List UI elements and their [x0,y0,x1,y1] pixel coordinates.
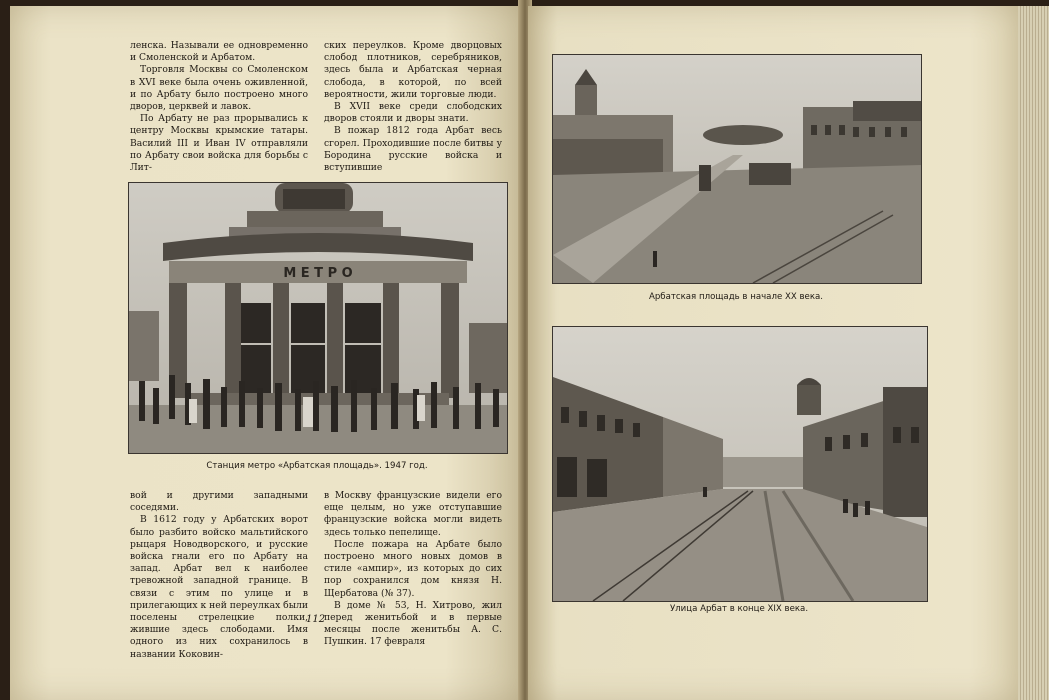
metro-station-illustration [129,183,507,453]
arbat-street-photo [552,326,928,602]
page-number: 112 [306,614,326,625]
paragraph: В доме № 53, Н. Хитрово, жил перед женитьбой и в первые месяцы после женитьбы А. С. Пушкин. 17 февраля [324,599,502,648]
metro-station-photo [128,182,508,454]
metro-photo-caption: Станция метро «Арбатская площадь». 1947 год. [206,461,428,471]
paragraph: Торговля Москвы со Смоленском в XVI веке была очень оживленной, и по Арбату было построено много дворов, церквей и лавок. [130,64,308,113]
metro-sign: М Е Т Р О [283,266,353,281]
left-col2-top-text [324,40,502,174]
arbat-square-photo [552,54,922,284]
page-edges [1018,6,1049,700]
left-col1-top-text [130,40,308,174]
paragraph: ских переулков. Кроме дворцовых слобод плотников, серебряников, здесь была и Арбатская черная слобода, в которой, по всей вероятности, жили торговые люди. [324,40,502,100]
arbat-square-illustration [553,55,921,283]
left-col2-bottom-text [324,490,502,649]
paragraph: После пожара на Арбате было построено много новых домов в стиле «ампир», из которых до сих пор сохранился дом князя Н. Щербатова (№ 37). [324,538,502,599]
paragraph: В XVII веке среди слободских дворов стояли и дворы знати. [324,101,502,125]
arbat-street-illustration [553,327,927,601]
paragraph: вой и другими западными соседями. [130,490,308,514]
arbat-square-caption: Арбатская площадь в начале XX века. [648,292,824,302]
left-col1-bottom-text [130,490,308,661]
paragraph: В 1612 году у Арбатских ворот было разбито войско мальтийского рыцаря Новодворского, и русские войска гнали его по Арбату на запад. Арбат вел к наиболее тревожной западной границе. В связи с этим по улице и в прилегающих к ней переулках были поселены стрелецкие полки, жившие здесь слободами. Имя одного из них сохранилось в названии Коковин- [130,514,308,660]
paragraph: В пожар 1812 года Арбат весь сгорел. Проходившие после битвы у Бородина русские войска и вступившие [324,125,502,174]
paragraph: в Москву французские видели его еще целым, но уже отступавшие французские войска могли видеть здесь только пепелище. [324,490,502,538]
arbat-street-caption: Улица Арбат в конце XIX века. [669,604,809,614]
paragraph: По Арбату не раз прорывались к центру Москвы крымские татары. Василий III и Иван IV отправляли по Арбату свои войска для борьбы с Лит- [130,113,308,174]
paragraph: ленска. Называли ее одновременно и Смоленской и Арбатом. [130,40,308,64]
